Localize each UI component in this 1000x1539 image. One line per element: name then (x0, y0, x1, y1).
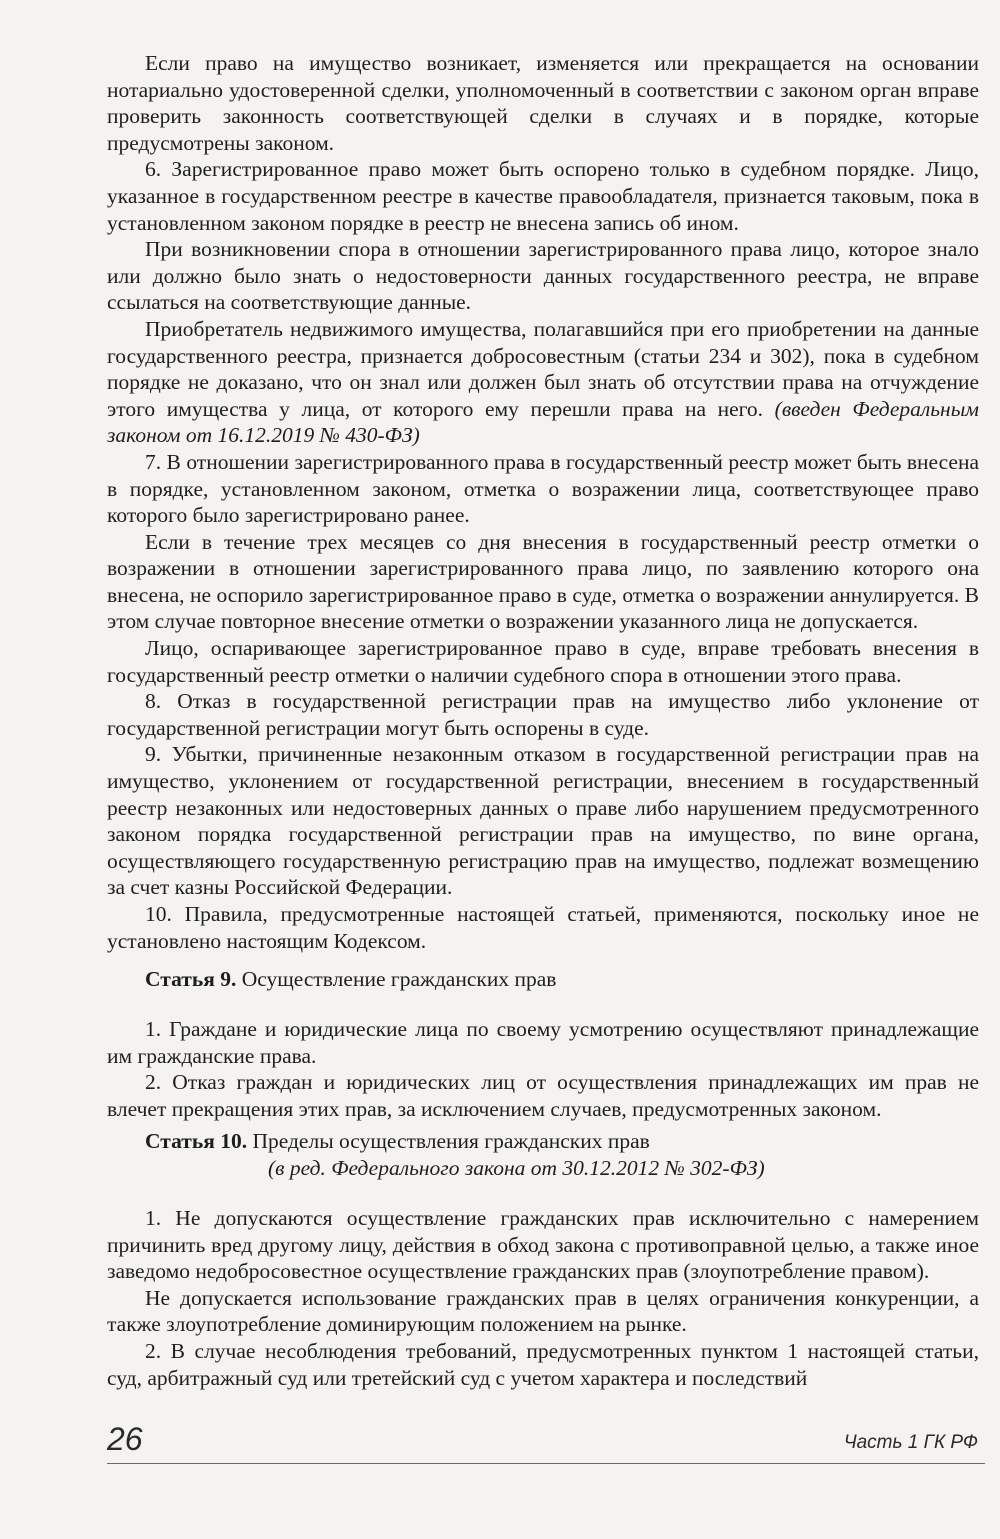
article-9-heading (145, 966, 556, 993)
paragraph: 10. Правила, предусмотренные настоящей статьей, применяются, поскольку иное не установлено настоящим Кодексом. (107, 902, 979, 953)
page-number: 26 (107, 1421, 143, 1457)
paragraph: 1. Не допускаются осуществление гражданских прав исключительно с намерением причинить вред другому лицу, действия в обход закона с противоправной целью, а также иное заведомо недобросовестное осуществление гражданских прав (злоупотребление правом). (107, 1206, 979, 1284)
amendment-note: (введен Федеральным законом от 16.12.2019 № 430-ФЗ) (107, 396, 980, 448)
paragraph: Если в течение трех месяцев со дня внесения в государственный реестр отметки о возражении в отношении зарегистрированного права лицо, по заявлению которого она внесена, не оспорило зарегистрированное право в суде, отметка о возражении аннулируется. В этом случае повторное внесение отметки о возражении указанного лица не допускается. (107, 529, 979, 634)
paragraph: 7. В отношении зарегистрированного права в государственный реестр может быть внесена в порядке, установленном законом, отметка о возражении лица, соответствующее право которого было зарегистрировано ранее. (107, 449, 979, 528)
paragraph-text: Приобретатель недвижимого имущества, полагавшийся при его приобретении на данные государственного реестра, признается добросовестным (статьи 234 и 302), пока в судебном порядке не доказано, что он знал или должен был знать об отсутствии права на отчуждение этого имущества у лица, от которого ему перешли права на него. (107, 316, 979, 421)
footer-divider (107, 1463, 985, 1464)
paragraph: Не допускается использование гражданских прав в целях ограничения конкуренции, а также злоупотребление доминирующим положением на рынке. (107, 1285, 979, 1337)
article-9-body (107, 1016, 979, 1122)
paragraph: 6. Зарегистрированное право может быть оспорено только в судебном порядке. Лицо, указанное в государственном реестре в качестве правообладателя, признается таковым, пока в установленном законом порядке в реестр не внесена запись об ином. (107, 157, 979, 235)
paragraph: 8. Отказ в государственной регистрации прав на имущество либо уклонение от государственной регистрации могут быть оспорены в суде. (107, 689, 979, 740)
paragraph: Если право на имущество возникает, изменяется или прекращается на основании нотариально удостоверенной сделки, уполномоченный в соответствии с законом орган вправе проверить законность соответствующей сделки в случаях и в порядке, которые предусмотрены законом. (107, 51, 979, 155)
article-title: Пределы осуществления гражданских прав (252, 1129, 650, 1153)
article-title: Осуществление гражданских прав (241, 967, 557, 991)
paragraph: При возникновении спора в отношении зарегистрированного права лицо, которое знало или должно было знать о недостоверности данных государственного реестра, не вправе ссылаться на соответствующие данные. (107, 237, 979, 315)
paragraph: Лицо, оспаривающее зарегистрированное право в суде, вправе требовать внесения в государственный реестр отметки о наличии судебного спора в отношении этого права. (107, 636, 979, 687)
paragraph: 2. В случае несоблюдения требований, предусмотренных пунктом 1 настоящей статьи, суд, арбитражный суд или третейский суд с учетом характера и последствий (107, 1338, 979, 1390)
paragraph-with-amendment (107, 316, 979, 449)
article-number: Статья 9. (145, 967, 237, 991)
article-10-heading (145, 1128, 765, 1181)
paragraph: 9. Убытки, причиненные незаконным отказом в государственной регистрации прав на имущество, уклонением от государственной регистрации, внесением в государственный реестр незаконных или недостоверных данных о праве либо нарушением предусмотренного законом порядка государственной регистрации прав на имущество, по вине органа, осуществляющего государственную регистрацию прав на имущество, подлежат возмещению за счет казны Российской Федерации. (107, 742, 979, 900)
paragraph: 2. Отказ граждан и юридических лиц от осуществления принадлежащих им прав не влечет прекращения этих прав, за исключением случаев, предусмотренных законом. (107, 1070, 979, 1121)
article-10-body (107, 1205, 979, 1391)
paragraph: 1. Граждане и юридические лица по своему усмотрению осуществляют принадлежащие им гражданские права. (107, 1017, 979, 1068)
amendment-note: (в ред. Федерального закона от 30.12.2012 № 302-ФЗ) (268, 1155, 765, 1180)
running-title: Часть 1 ГК РФ (843, 1432, 978, 1453)
body-text-top (107, 50, 979, 954)
article-number: Статья 10. (145, 1129, 248, 1153)
